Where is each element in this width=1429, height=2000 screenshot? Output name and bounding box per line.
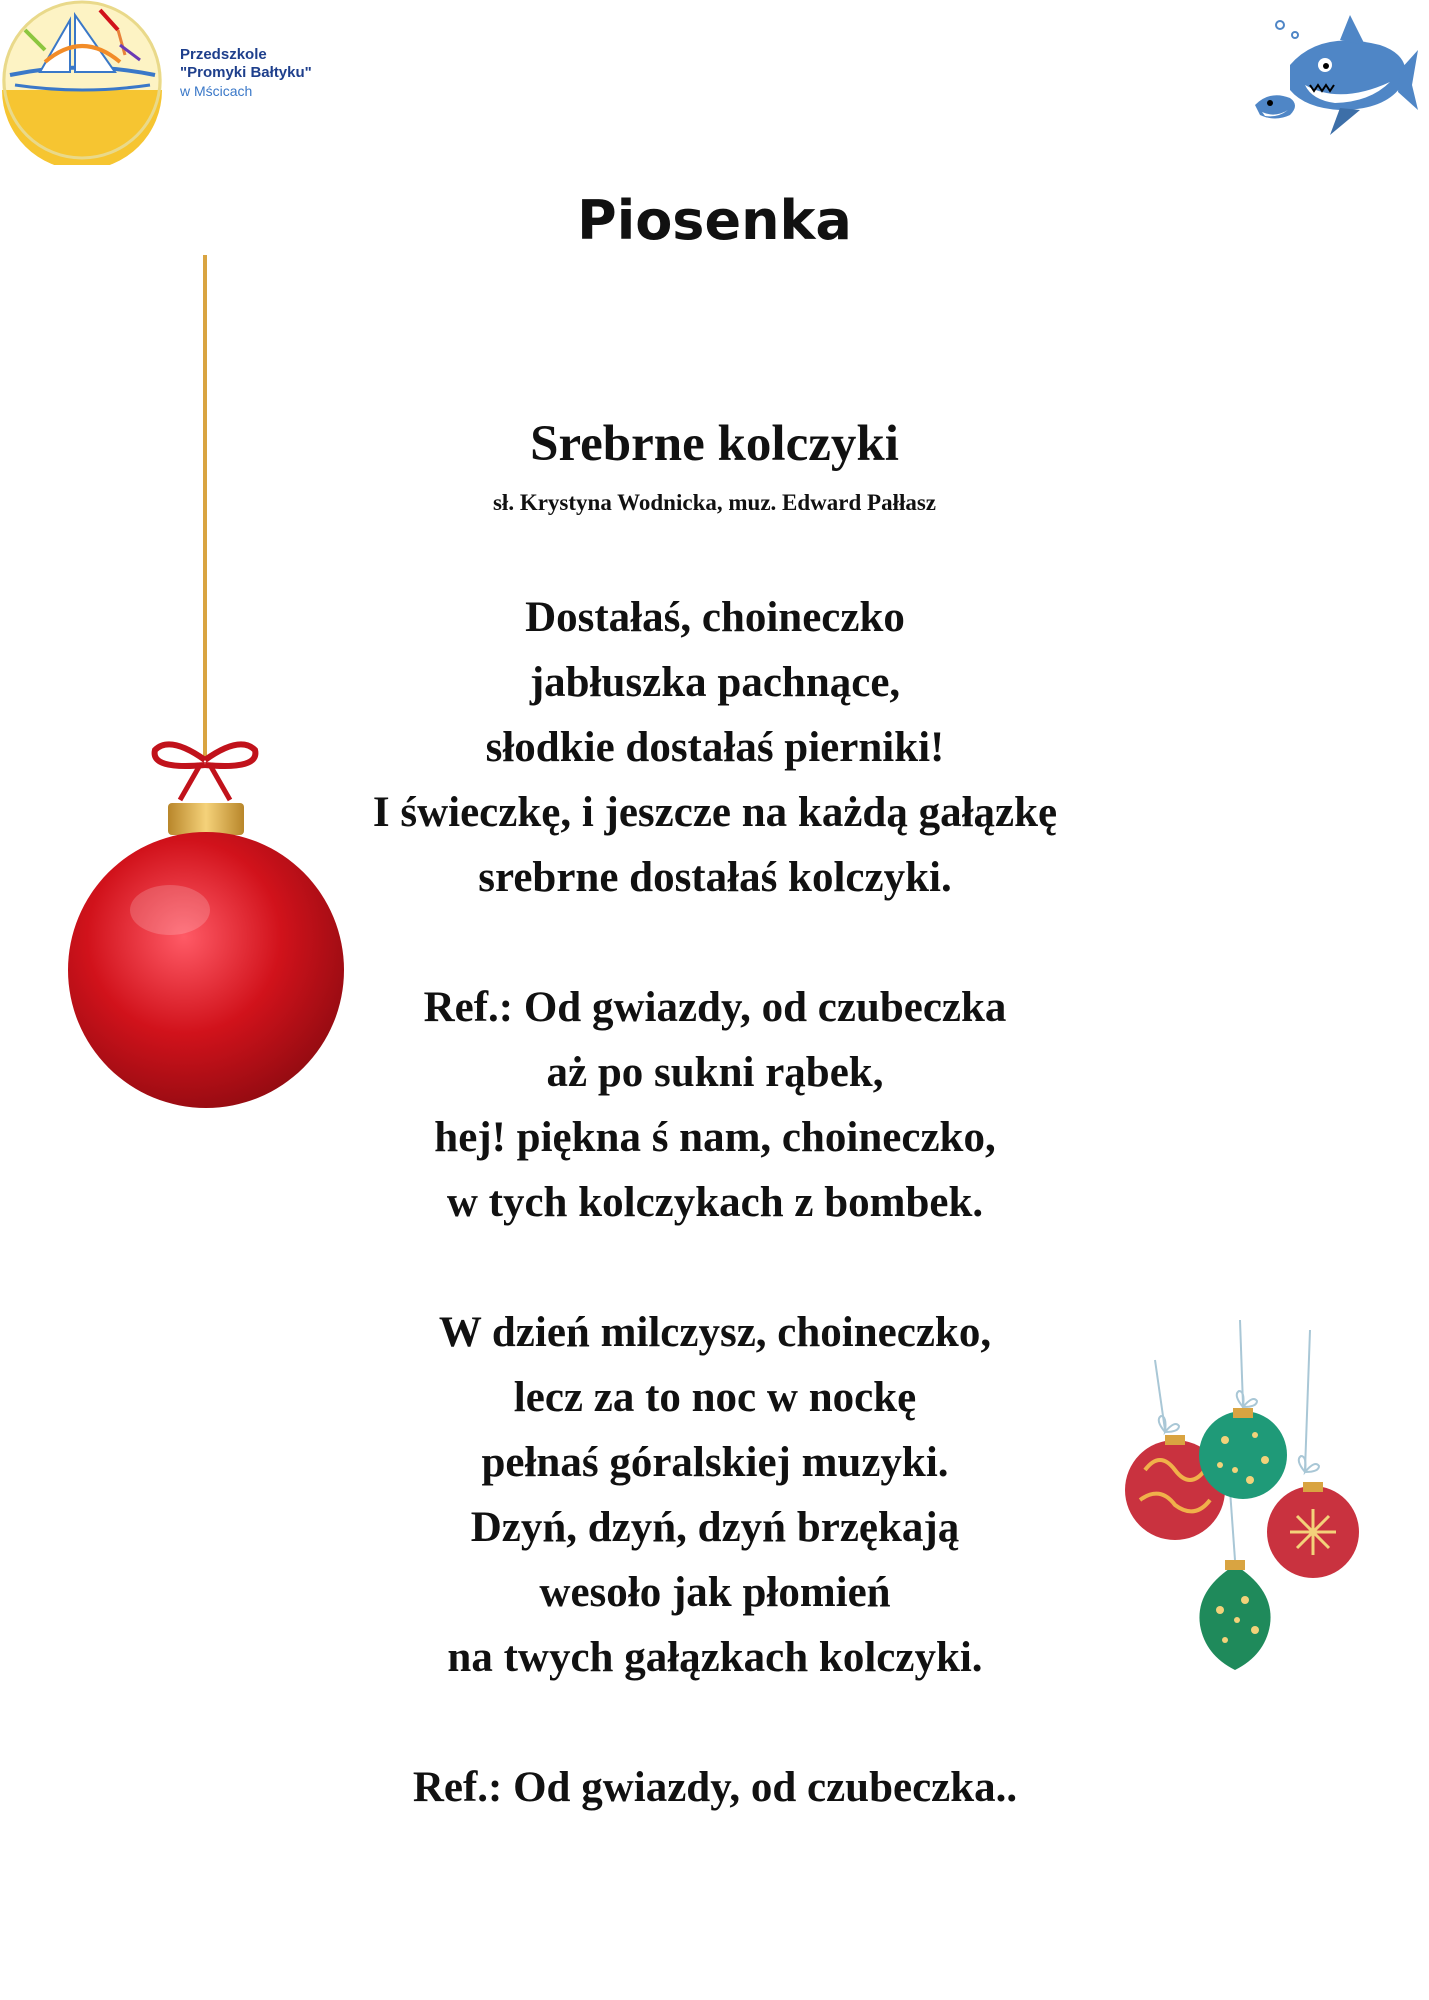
- stanza-4-refrain: [300, 1755, 1130, 1820]
- lyric-line: na twych gałązkach kolczyki.: [447, 1634, 983, 1681]
- lyric-line: srebrne dostałaś kolczyki.: [478, 854, 952, 901]
- lyric-line: Ref.: Od gwiazdy, od czubeczka..: [412, 1764, 1018, 1811]
- lyric-line: hej! piękna ś nam, choineczko,: [434, 1114, 996, 1161]
- lyric-line: pełnaś góralskiej muzyki.: [481, 1439, 949, 1486]
- stanza-3: [300, 1300, 1130, 1690]
- lyric-line: Ref.: Od gwiazdy, od czubeczka: [423, 984, 1007, 1031]
- lyric-line: W dzień milczysz, choineczko,: [438, 1309, 992, 1356]
- lyric-line: słodkie dostałaś pierniki!: [485, 724, 945, 771]
- logo-emblem-icon: [0, 0, 165, 165]
- page-title: Piosenka: [577, 189, 852, 252]
- lyric-line: wesoło jak płomień: [539, 1569, 891, 1616]
- logo-name-line2: "Promyki Bałtyku": [180, 64, 312, 81]
- lyric-line: Dzyń, dzyń, dzyń brzękają: [470, 1504, 960, 1551]
- stanza-2-refrain: [300, 975, 1130, 1235]
- song-credits: sł. Krystyna Wodnicka, muz. Edward Pałłasz: [492, 490, 937, 515]
- song-lyrics: [300, 585, 1130, 1820]
- logo-name-line1: Przedszkole: [180, 46, 267, 63]
- lyric-line: I świeczkę, i jeszcze na każdą gałązkę: [372, 789, 1058, 836]
- lyric-line: aż po sukni rąbek,: [546, 1049, 884, 1096]
- logo-location: w Mścicach: [180, 83, 253, 99]
- lyric-line: w tych kolczykach z bombek.: [446, 1179, 984, 1226]
- shark-icon: [1250, 10, 1420, 150]
- lyric-line: jabłuszka pachnące,: [529, 659, 901, 706]
- song-title: Srebrne kolczyki: [530, 416, 899, 472]
- lyric-line: Dostałaś, choineczko: [525, 594, 905, 641]
- kindergarten-logo: [0, 0, 340, 165]
- hanging-ornaments-icon: [1125, 1320, 1385, 1680]
- stanza-1: [300, 585, 1130, 910]
- lyric-line: lecz za to noc w nockę: [513, 1374, 917, 1421]
